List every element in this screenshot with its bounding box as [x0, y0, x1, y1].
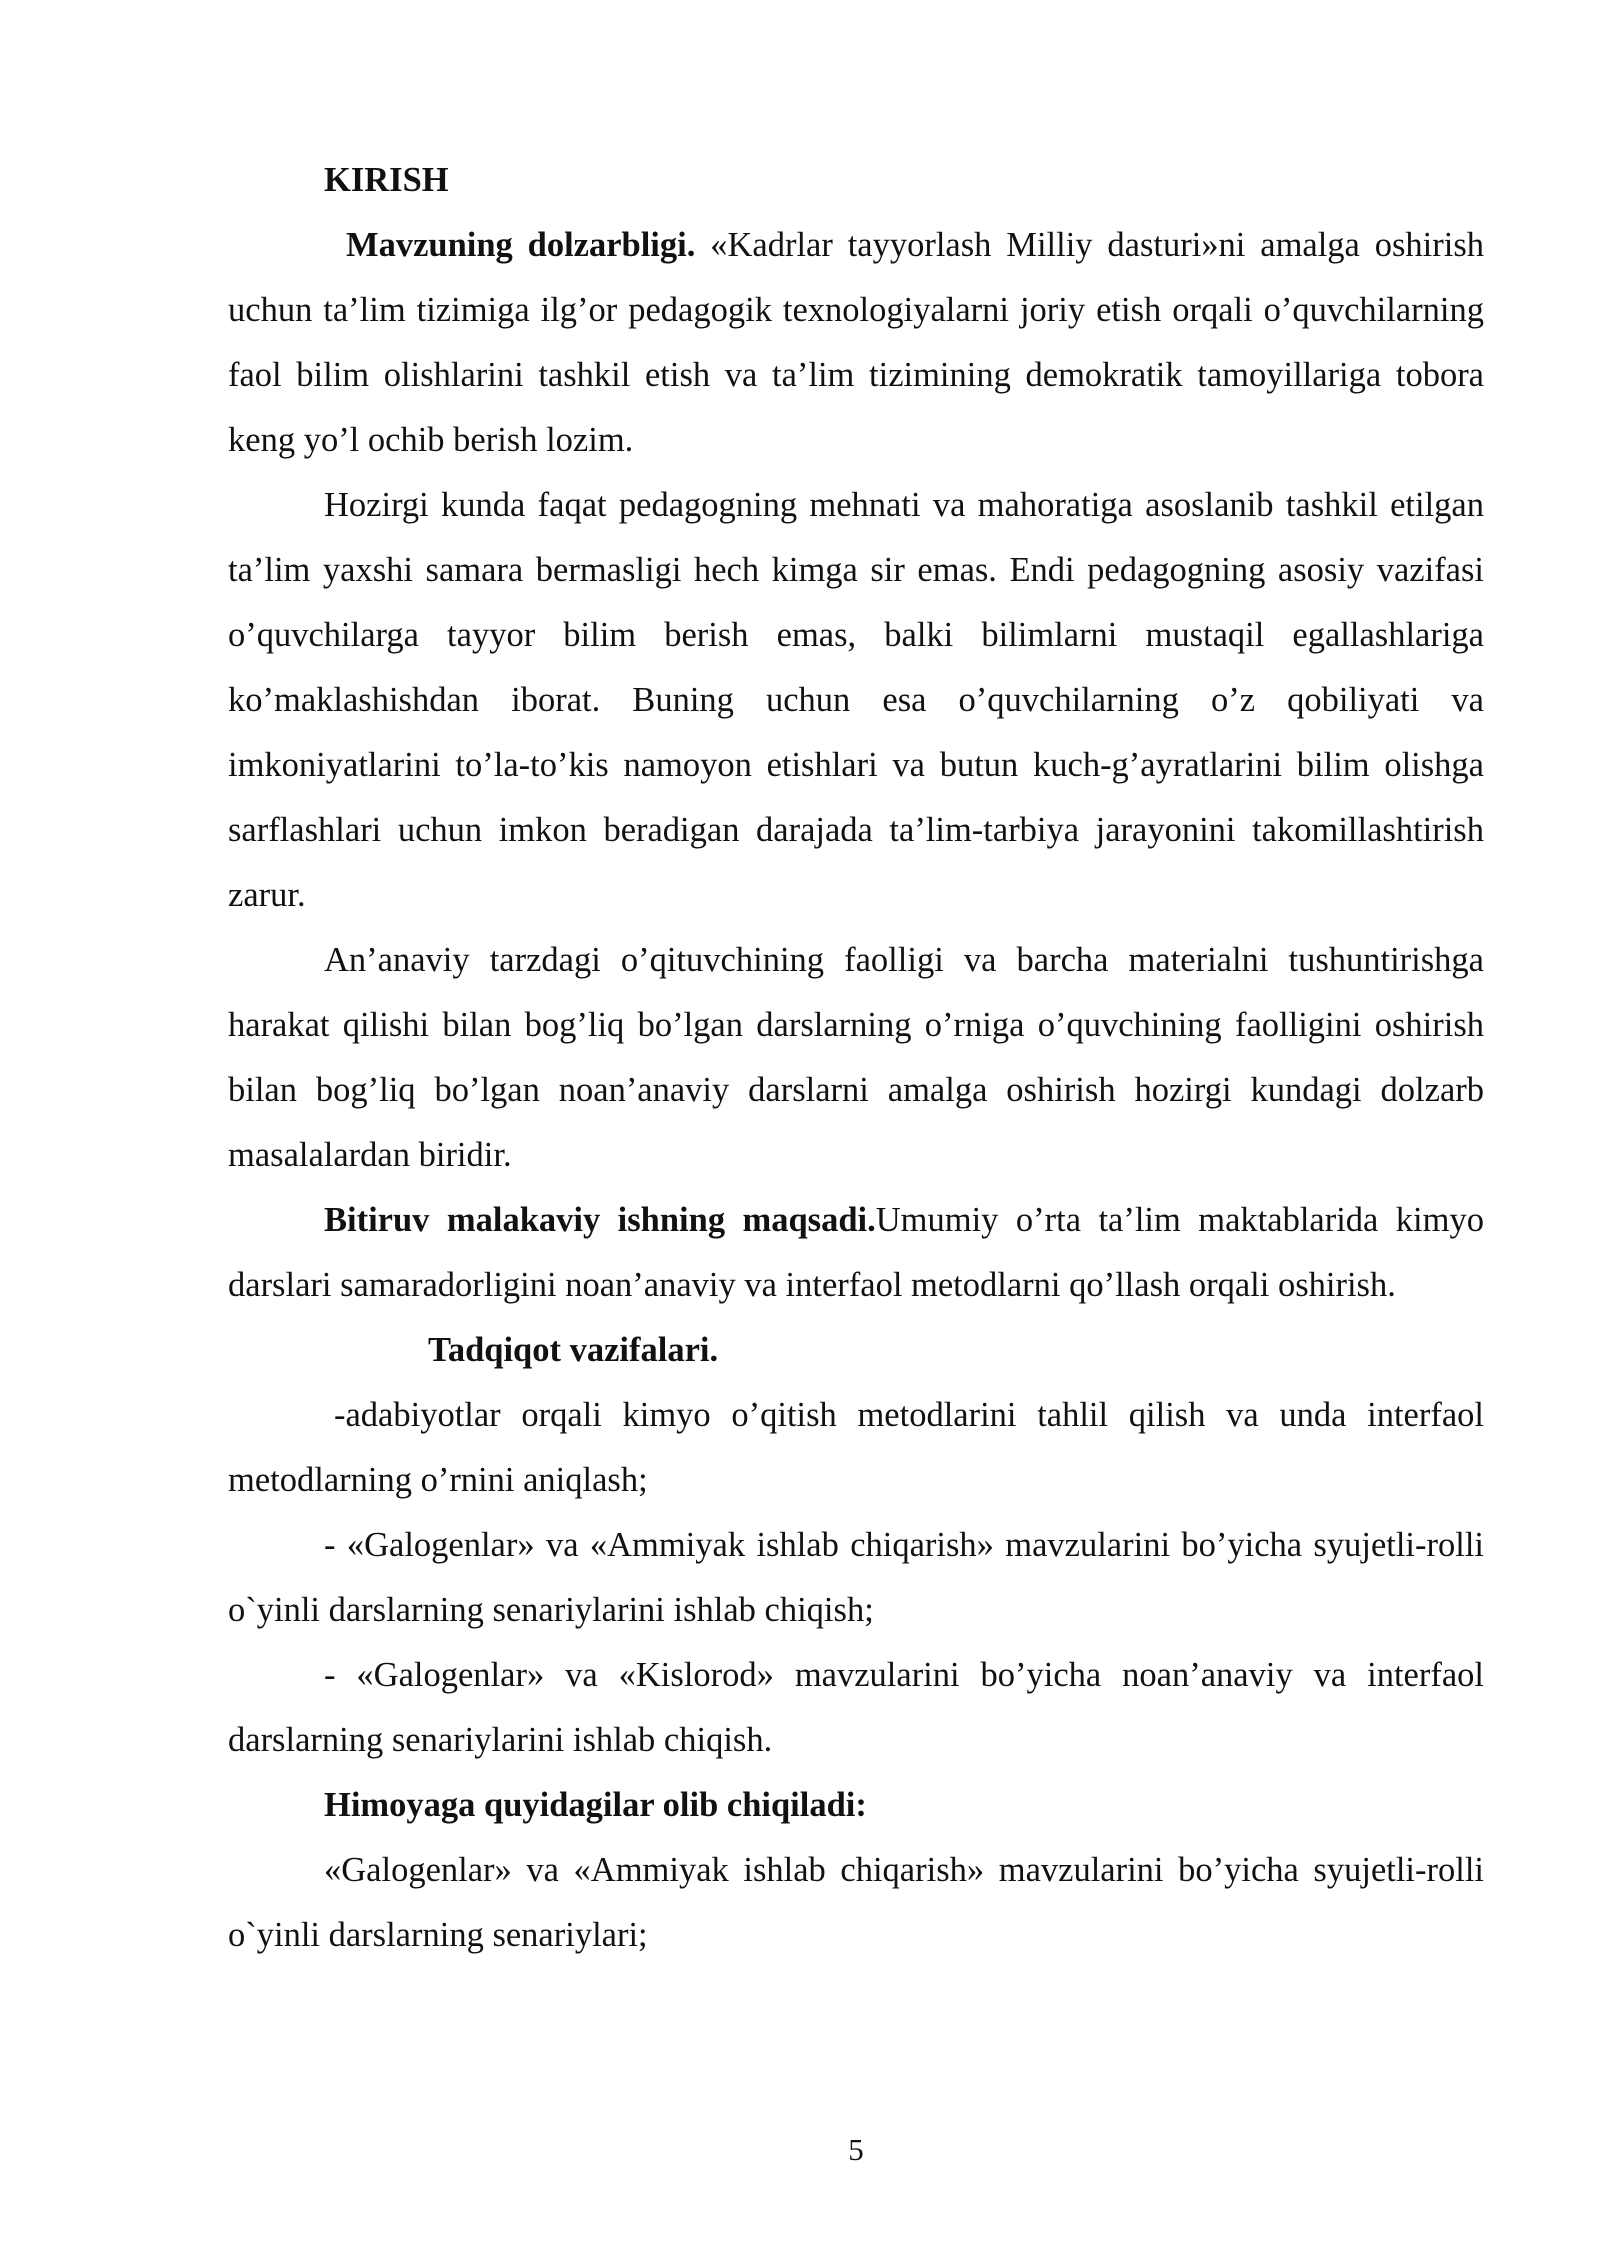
goal-text: Umumiy o’rta ta’lim maktablarida kimyo darslari samaradorligini noan’anaviy va interfaol metodlarni qo’llash orqali oshirish. [228, 1201, 1484, 1304]
document-body [228, 148, 1484, 1968]
goal-label: Bitiruv malakaviy ishning maqsadi. [324, 1201, 876, 1239]
task-item: - «Galogenlar» va «Ammiyak ishlab chiqarish» mavzularini bo’yicha syujetli-rolli o`yinli darslarning senariylarini ishlab chiqish; [228, 1526, 1484, 1629]
section-heading: KIRISH [324, 161, 449, 199]
relevance-text: «Kadrlar tayyorlash Milliy dasturi»ni amalga oshirish uchun ta’lim tizimiga ilg’or pedagogik texnologiyalarni joriy etish orqali o’quvchilarning faol bilim olishlarini tashkil etish va ta’lim tizimining demokratik tamoyillariga tobora keng yo’l ochib berish lozim. [228, 226, 1484, 459]
body-paragraph-3: An’anaviy tarzdagi o’qituvchining faolligi va barcha materialni tushuntirishga harakat qilishi bilan bog’liq bo’lgan darslarning o’rniga o’quvchining faolligini oshirish bilan bog’liq bo’lgan noan’anaviy darslarni amalga oshirish hozirgi kundagi dolzarb masalalardan biridir. [228, 941, 1484, 1174]
tasks-heading: Tadqiqot vazifalari. [428, 1331, 719, 1369]
relevance-label: Mavzuning dolzarbligi. [346, 226, 696, 264]
defense-heading: Himoyaga quyidagilar olib chiqiladi: [324, 1786, 867, 1824]
task-item: - «Galogenlar» va «Kislorod» mavzularini bo’yicha noan’anaviy va interfaol darslarning senariylarini ishlab chiqish. [228, 1656, 1484, 1759]
relevance-paragraph [228, 213, 1484, 473]
goal-paragraph [228, 1188, 1484, 1318]
defense-item: «Galogenlar» va «Ammiyak ishlab chiqarish» mavzularini bo’yicha syujetli-rolli o`yinli darslarning senariylari; [228, 1851, 1484, 1954]
body-paragraph-2: Hozirgi kunda faqat pedagogning mehnati va mahoratiga asoslanib tashkil etilgan ta’lim yaxshi samara bermasligi hech kimga sir emas. Endi pedagogning asosiy vazifasi o’quvchilarga tayyor bilim berish emas, balki bilimlarni mustaqil egallashlariga ko’maklashishdan iborat. Buning uchun esa o’quvchilarning o’z qobiliyati va imkoniyatlarini to’la-to’kis namoyon etishlari va butun kuch-g’ayratlarini bilim olishga sarflashlari uchun imkon beradigan darajada ta’lim-tarbiya jarayonini takomillashtirish zarur. [228, 486, 1484, 914]
page-number: 5 [848, 2132, 864, 2167]
task-item: -adabiyotlar orqali kimyo o’qitish metodlarini tahlil qilish va unda interfaol metodlarning o’rnini aniqlash; [228, 1396, 1484, 1499]
